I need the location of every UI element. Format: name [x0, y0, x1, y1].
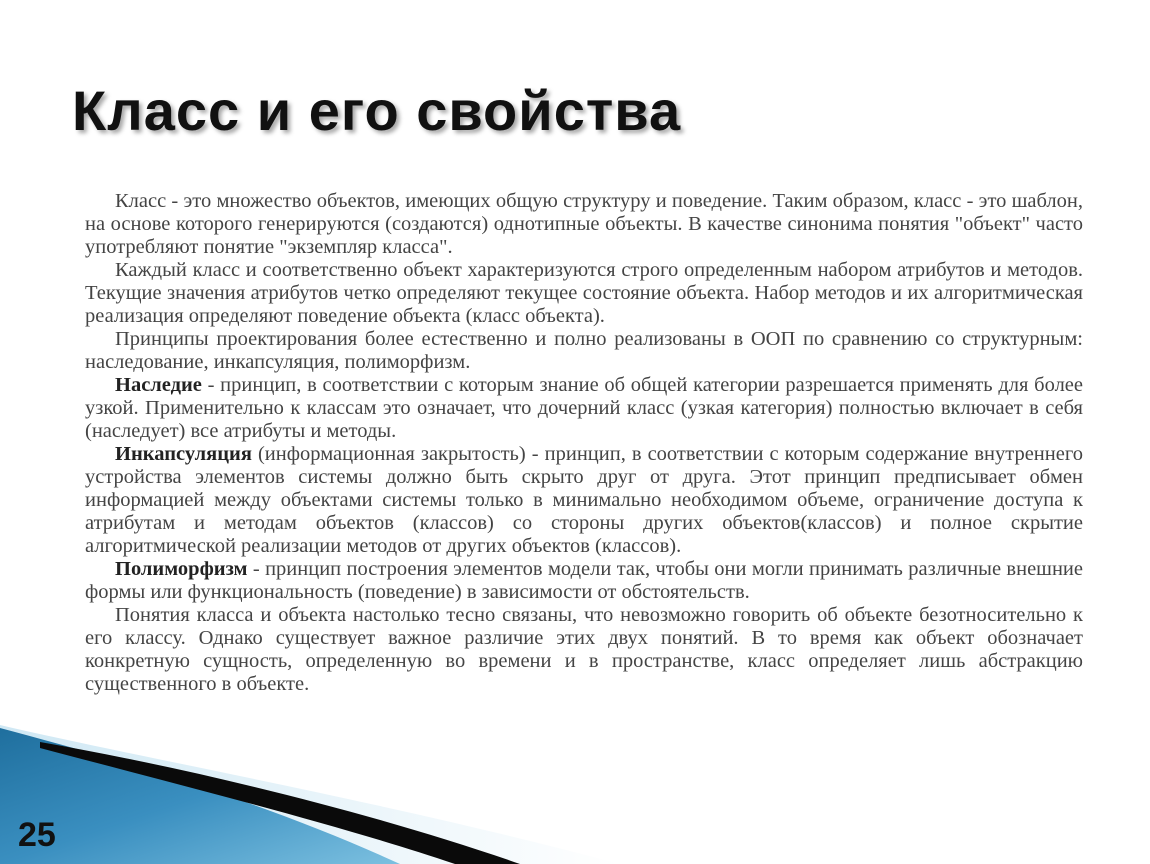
paragraph — [85, 374, 1083, 443]
slide-title: Класс и его свойства — [72, 79, 682, 142]
slide-number: 25 — [18, 816, 56, 854]
paragraph-text: Каждый класс и соответственно объект характеризуются строго определенным набором атрибутов и методов. Текущие значения атрибутов четко определяют текущее состояние объекта. Набор методов и их алгоритмическая реализация определяют поведение объекта (класс объекта). — [85, 259, 1083, 327]
paragraph-term: Полиморфизм — [115, 558, 248, 580]
paragraph-text: - принцип построения элементов модели так, чтобы они могли принимать различные внешние формы или функциональность (поведение) в зависимости от обстоятельств. — [85, 558, 1083, 603]
paragraph-text: (информационная закрытость) - принцип, в соответствии с которым содержание внутреннего устройства элементов системы должно быть скрыто друг от друга. Этот принцип предписывает обмен информацией между объектами системы только в минимально необходимом объеме, ограничение доступа к атрибутам и методам объектов (классов) со стороны других объектов(классов) и полное скрытие алгоритмической реализации методов от других объектов (классов). — [85, 443, 1083, 557]
paragraph-term: Наследие — [115, 374, 202, 396]
paragraph-text: Понятия класса и объекта настолько тесно связаны, что невозможно говорить об объекте безотносительно к его классу. Однако существует важное различие этих двух понятий. В то время как объект обозначает конкретную сущность, определенную во времени и в пространстве, класс определяет лишь абстракцию существенного в объекте. — [85, 604, 1083, 695]
paragraph — [85, 328, 1083, 374]
paragraph-text: - принцип, в соответствии с которым знание об общей категории разрешается применять для более узкой. Применительно к классам это означает, что дочерний класс (узкая категория) полностью включает в себя (наследует) все атрибуты и методы. — [85, 374, 1083, 442]
paragraph-text: Класс - это множество объектов, имеющих общую структуру и поведение. Таким образом, класс - это шаблон, на основе которого генерируются (создаются) однотипные объекты. В качестве синонима понятия "объект" часто употребляют понятие "экземпляр класса". — [85, 190, 1083, 258]
slide-body — [85, 190, 1083, 696]
paragraph — [85, 558, 1083, 604]
paragraph — [85, 443, 1083, 558]
paragraph — [85, 259, 1083, 328]
paragraph — [85, 190, 1083, 259]
paragraph-term: Инкапсуляция — [115, 443, 252, 465]
paragraph-text: Принципы проектирования более естественно и полно реализованы в ООП по сравнению со структурным: наследование, инкапсуляция, полиморфизм. — [85, 328, 1083, 373]
paragraph — [85, 604, 1083, 696]
